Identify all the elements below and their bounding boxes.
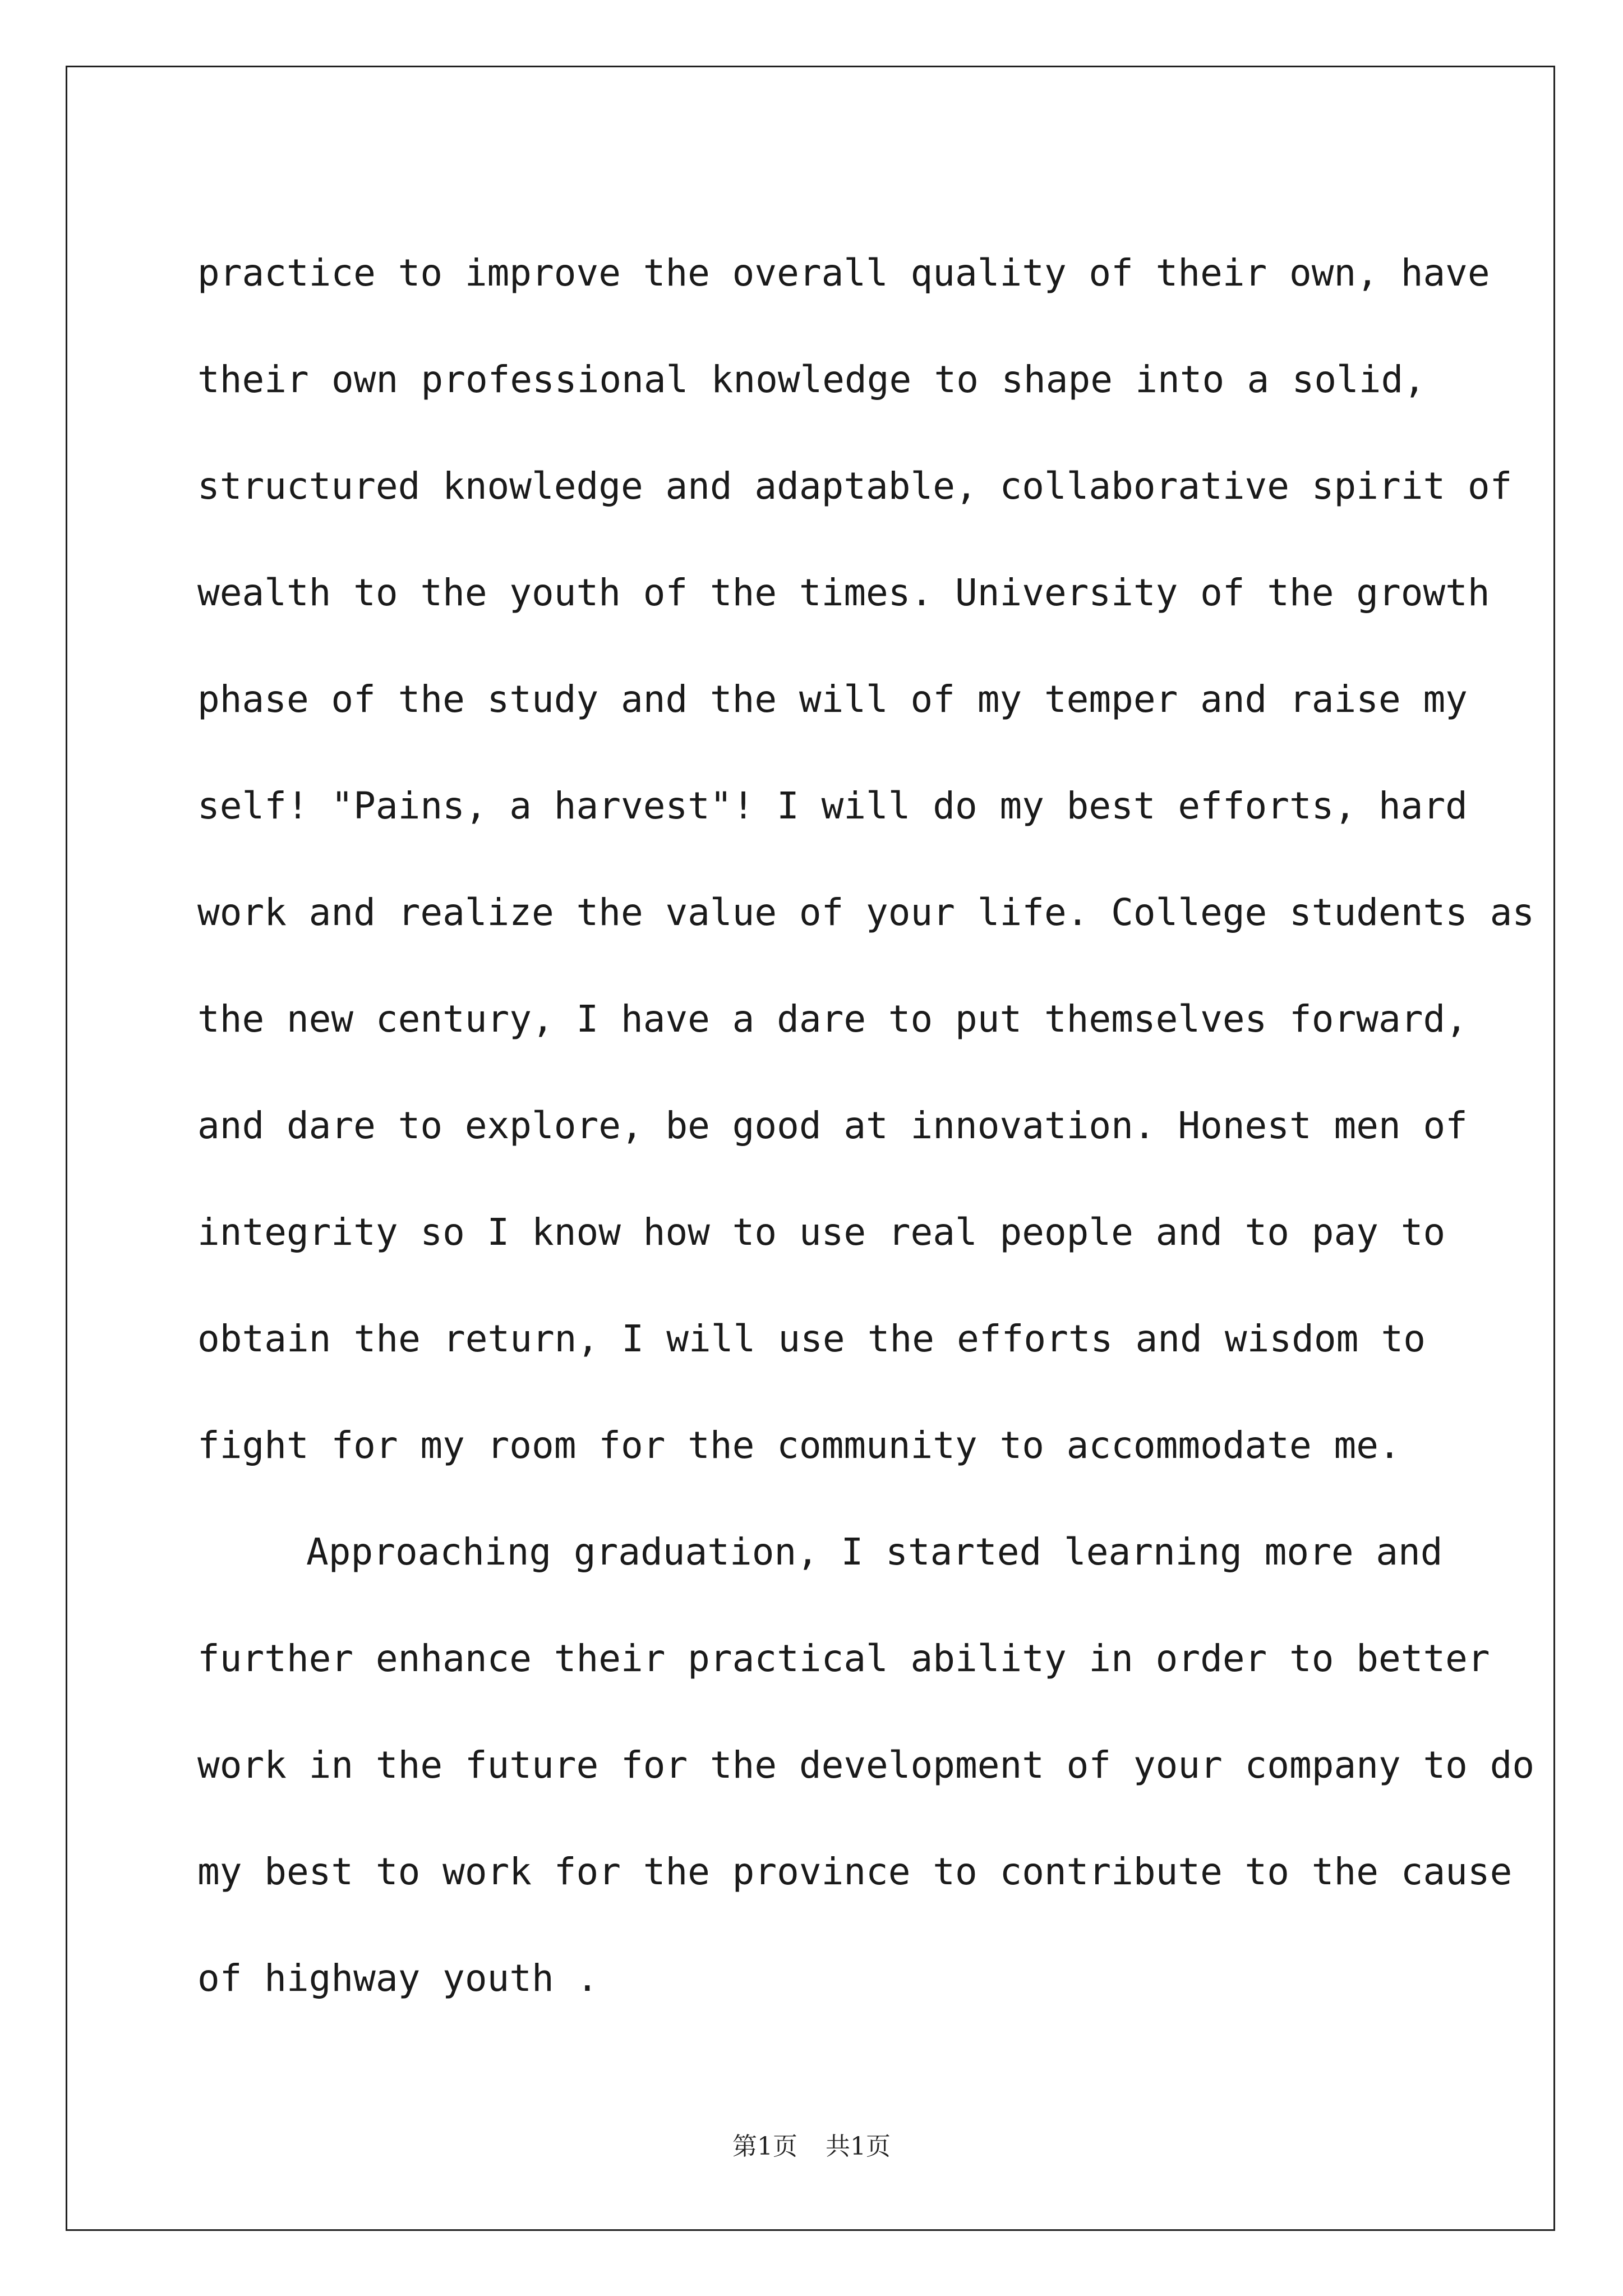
paragraph-1 — [197, 220, 1535, 1499]
text-line: work in the future for the development of your company to do — [197, 1743, 1535, 1787]
page-footer — [0, 2126, 1623, 2162]
text-line: phase of the study and the will of my temper and raise my — [197, 678, 1468, 721]
text-line: further enhance their practical ability in order to better — [197, 1637, 1490, 1680]
text-line: the new century, I have a dare to put themselves forward, — [197, 997, 1468, 1041]
text-line: of highway youth . — [197, 1957, 599, 2000]
text-line: Approaching graduation, I started learning more and — [306, 1530, 1443, 1573]
document-body — [197, 220, 1535, 2032]
page-number-total: 共1页 — [826, 2132, 891, 2161]
text-line: self! "Pains, a harvest"! I will do my best efforts, hard — [197, 784, 1468, 827]
text-line: my best to work for the province to contribute to the cause — [197, 1850, 1513, 1893]
page-number-current: 第1页 — [732, 2132, 797, 2161]
text-line: their own professional knowledge to shape into a solid, — [197, 358, 1426, 401]
text-line: and dare to explore, be good at innovation. Honest men of — [197, 1104, 1468, 1147]
text-line: structured knowledge and adaptable, collaborative spirit of — [197, 464, 1513, 508]
text-line: integrity so I know how to use real people and to pay to — [197, 1211, 1446, 1254]
text-line: wealth to the youth of the times. University of the growth — [197, 571, 1490, 614]
text-line: practice to improve the overall quality of their own, have — [197, 251, 1490, 295]
text-line: obtain the return, I will use the efforts and wisdom to — [197, 1317, 1426, 1360]
text-line: fight for my room for the community to accommodate me. — [197, 1424, 1401, 1467]
paragraph-2 — [197, 1499, 1535, 2032]
text-line: work and realize the value of your life. College students as — [197, 891, 1535, 934]
